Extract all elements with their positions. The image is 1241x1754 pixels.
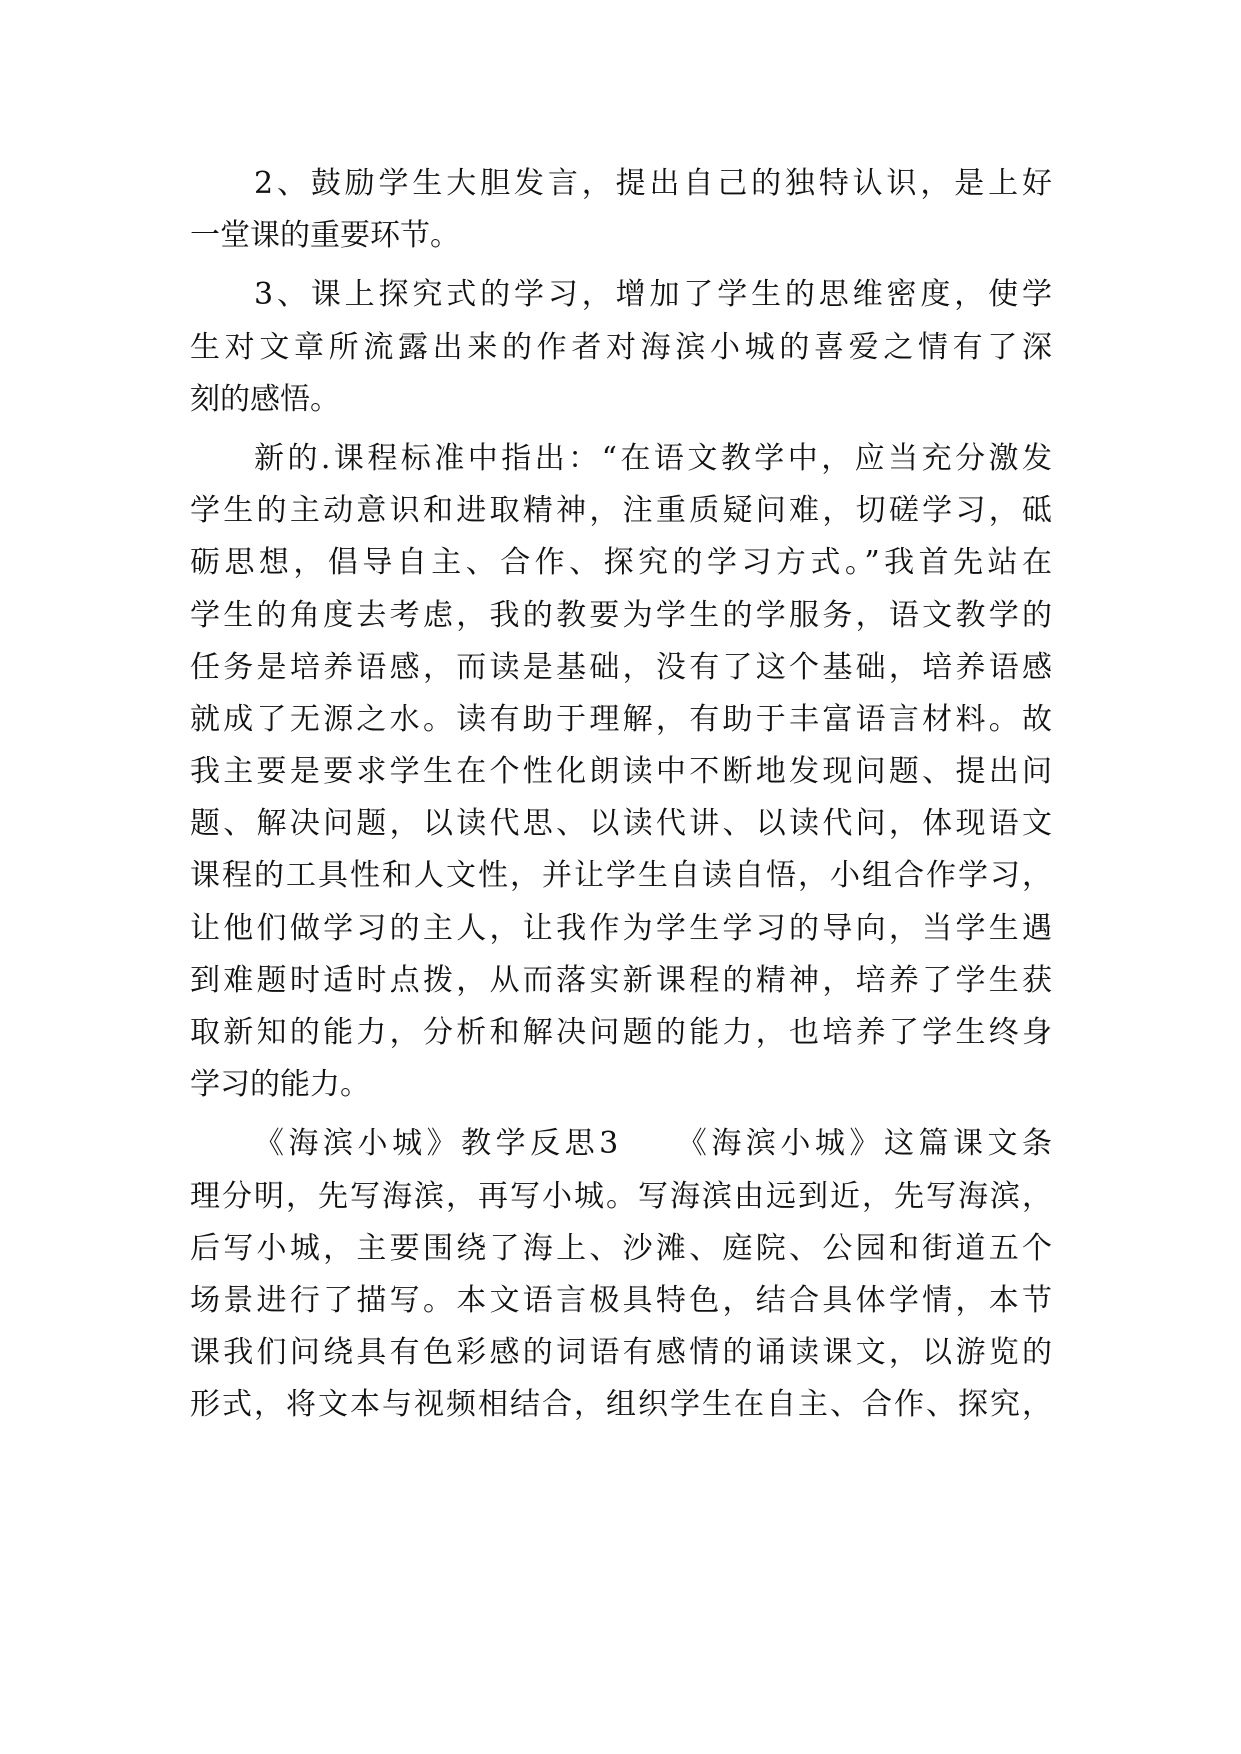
text-line: 学生的角度去考虑，我的教要为学生的学服务，语文教学的 bbox=[190, 597, 1052, 633]
text-line: 2、鼓励学生大胆发言，提出自己的独特认识，是上好 bbox=[254, 166, 1052, 201]
text-line: 新的.课程标准中指出：“在语文教学中，应当充分激发 bbox=[254, 440, 1052, 476]
text-line: 一堂课的重要环节。 bbox=[190, 218, 460, 254]
text-line: 到难题时适时点拨，从而落实新课程的精神，培养了学生获 bbox=[190, 962, 1052, 998]
text-line: 我主要是要求学生在个性化朗读中不断地发现问题、提出问 bbox=[190, 754, 1052, 790]
text-line: 刻的感悟。 bbox=[190, 381, 340, 417]
text-line: 任务是培养语感，而读是基础，没有了这个基础，培养语感 bbox=[190, 649, 1052, 685]
text-line: 让他们做学习的主人，让我作为学生学习的导向，当学生遇 bbox=[190, 910, 1052, 946]
text-line: 课我们问绕具有色彩感的词语有感情的诵读课文，以游览的 bbox=[190, 1335, 1052, 1371]
text-line: 就成了无源之水。读有助于理解，有助于丰富语言材料。故 bbox=[190, 701, 1052, 737]
text-line: 取新知的能力，分析和解决问题的能力，也培养了学生终身 bbox=[190, 1015, 1052, 1050]
text-line: 课程的工具性和人文性，并让学生自读自悟，小组合作学习， bbox=[190, 858, 1052, 894]
text-line: 生对文章所流露出来的作者对海滨小城的喜爱之情有了深 bbox=[190, 329, 1052, 365]
text-line: 场景进行了描写。本文语言极具特色，结合具体学情，本节 bbox=[190, 1282, 1052, 1318]
text-line: 3、课上探究式的学习，增加了学生的思维密度，使学 bbox=[254, 277, 1052, 313]
text-line: 砺思想，倡导自主、合作、探究的学习方式。”我首先站在 bbox=[190, 545, 1052, 581]
text-line: 学习的能力。 bbox=[190, 1067, 370, 1103]
text-line: 学生的主动意识和进取精神，注重质疑问难，切磋学习，砥 bbox=[190, 493, 1052, 529]
document-body bbox=[190, 158, 1052, 1432]
text-line: 后写小城，主要围绕了海上、沙滩、庭院、公园和街道五个 bbox=[190, 1230, 1052, 1266]
text-line: 理分明，先写海滨，再写小城。写海滨由远到近，先写海滨， bbox=[190, 1178, 1052, 1214]
text-line: 《海滨小城》教学反思3 《海滨小城》这篇课文条 bbox=[254, 1126, 1052, 1162]
text-line: 形式，将文本与视频相结合，组织学生在自主、合作、探究， bbox=[190, 1387, 1052, 1423]
text-line: 题、解决问题，以读代思、以读代讲、以读代问，体现语文 bbox=[190, 806, 1052, 842]
